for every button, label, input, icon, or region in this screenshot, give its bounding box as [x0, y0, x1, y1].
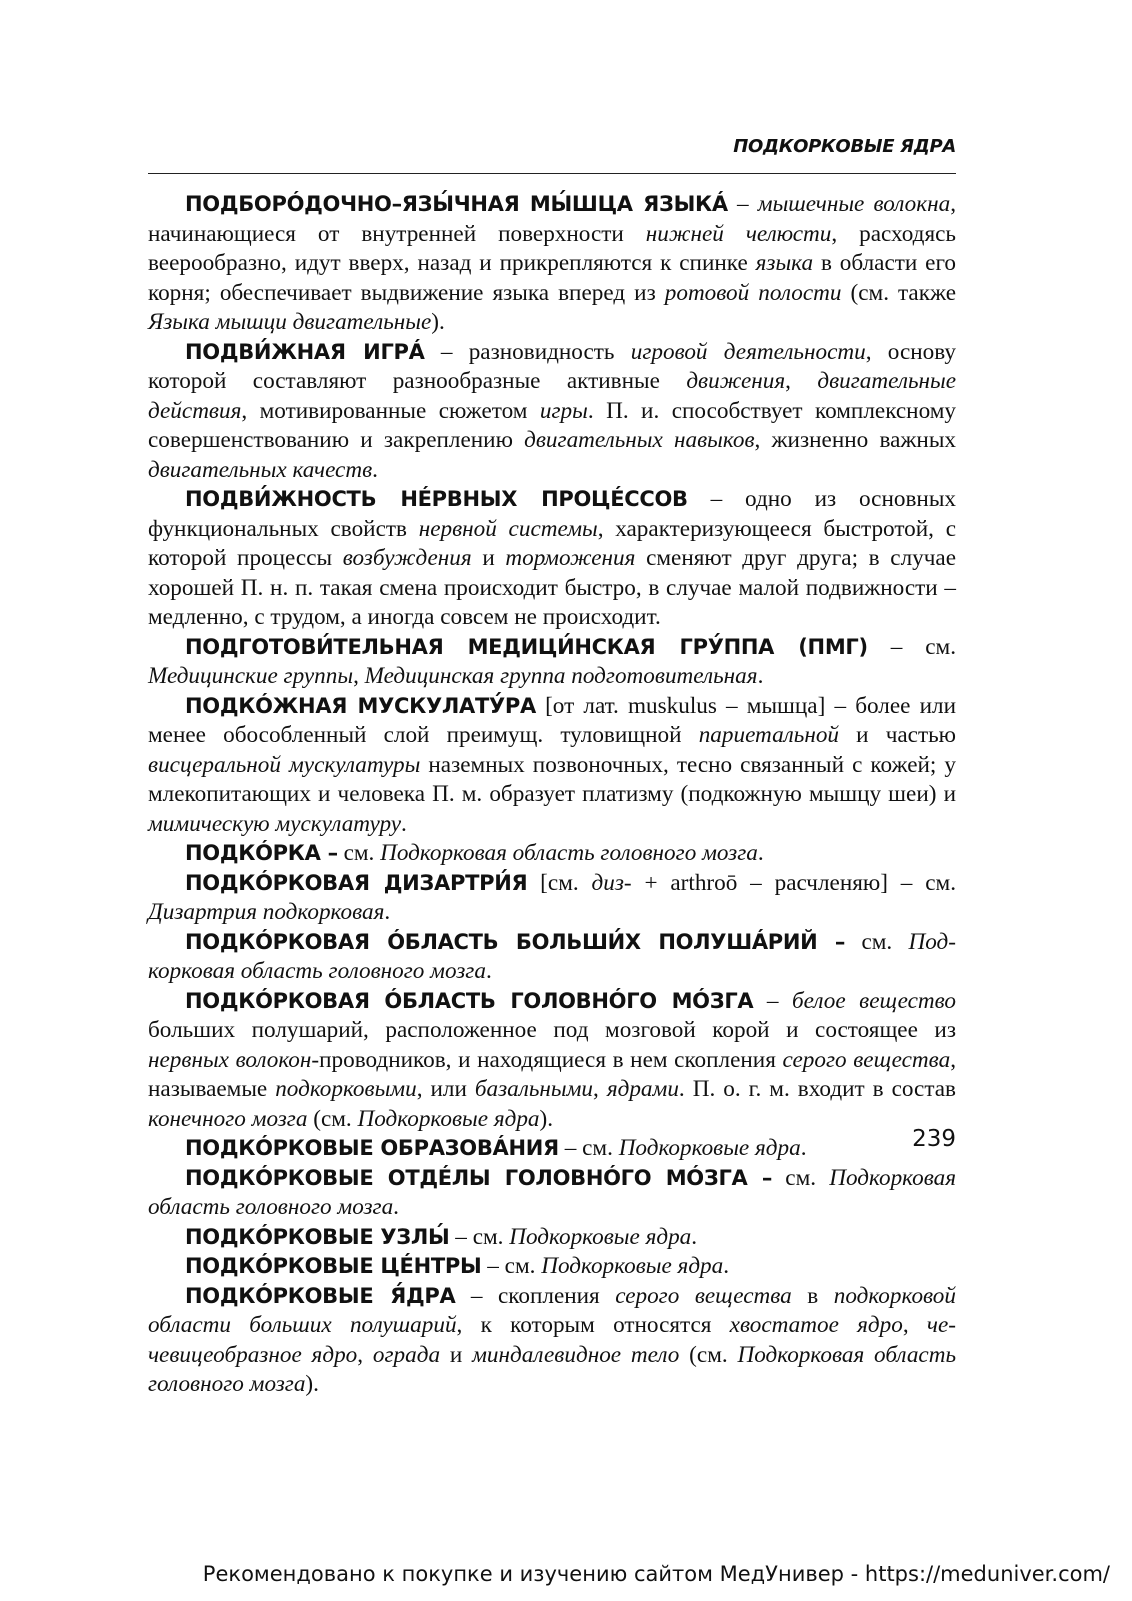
entry-italic-text: Подкорковая область головного мозга: [148, 1341, 957, 1397]
entry-text: ,: [902, 1312, 927, 1338]
entry-italic-text: Подкорковые ядра: [509, 1223, 692, 1250]
header-rule: [148, 173, 956, 174]
entry-term: ПОДКÓРКОВАЯ ÓБЛАСТЬ БОЛЬШИ́Х ПОЛУШÁРИЙ –: [185, 929, 846, 954]
dictionary-entry: [148, 485, 956, 633]
entry-text: и: [471, 545, 506, 571]
entry-italic-text: Медицинские группы: [148, 663, 354, 689]
entry-term: ПОДКÓЖНАЯ МУСКУЛАТУ́РА: [185, 693, 536, 718]
entry-text: .: [485, 958, 492, 984]
entry-italic-text: мимическую мускулатуру: [148, 810, 402, 837]
entry-text: .: [757, 663, 764, 689]
entry-italic-text: миндалевидное тело: [472, 1341, 680, 1368]
entry-italic-text: ограда: [372, 1341, 441, 1368]
entry-term: ПОДБОРÓДОЧНО–ЯЗЫ́ЧНАЯ МЫ́ШЦА ЯЗЫКÁ: [185, 192, 728, 216]
entry-term: ПОДВИ́ЖНОСТЬ НÉРВНЫХ ПРОЦÉССОВ: [185, 487, 688, 511]
entry-text: , расходясь веерообразно, идут вверх, назад и прикрепляются к спинке: [148, 220, 956, 276]
entry-text: .: [401, 810, 407, 837]
entry-italic-text: нижней челюсти: [645, 220, 832, 247]
entry-italic-text: базальными: [474, 1076, 594, 1102]
entry-italic-text: серого вещества: [615, 1282, 792, 1309]
entry-text: ).: [305, 1371, 319, 1397]
entry-text: . П. о. г. м. входит в состав: [678, 1076, 957, 1102]
entry-text: и: [440, 1341, 473, 1368]
entry-term: ПОДКÓРКОВАЯ ÓБЛАСТЬ ГОЛОВНÓГО МÓЗГА: [185, 988, 754, 1013]
entry-term: ПОДКÓРКОВЫЕ ОТДÉЛЫ ГОЛОВНÓГО МÓЗГА –: [185, 1165, 773, 1190]
dictionary-entry: [148, 1164, 956, 1223]
entry-italic-text: двигательных качеств: [148, 456, 373, 483]
entry-text: , характеризующееся быстротой, с которой процессы: [148, 515, 956, 571]
entry-italic-text: Языка мышци двигательные: [148, 309, 432, 335]
dictionary-entry: [148, 839, 956, 869]
dictionary-entry: [148, 338, 956, 486]
entry-text: ,: [785, 368, 818, 394]
entry-italic-text: игровой деятельности: [630, 338, 866, 365]
entry-text: – скопления: [455, 1282, 616, 1309]
entry-italic-text: Подкорковые ядра: [357, 1105, 540, 1132]
entry-italic-text: двигательные действия: [148, 368, 957, 424]
entry-text: .: [384, 899, 391, 925]
entry-text: – см.: [558, 1135, 619, 1161]
entry-text: .: [393, 1194, 399, 1220]
entry-text: (см.: [307, 1105, 358, 1132]
entry-text: ,: [353, 663, 365, 689]
entry-text: – разновидность: [424, 338, 631, 365]
entry-text: ).: [431, 309, 445, 335]
entry-italic-text: диз-: [591, 869, 632, 896]
entry-text: ,: [593, 1076, 607, 1102]
entry-text: в: [791, 1282, 834, 1309]
entry-text: [от лат. muskulus – мышца] – более или менее обособленный слой преимущ. туловищной: [148, 692, 956, 748]
entry-italic-text: висцеральной мускулатуры: [148, 751, 421, 778]
entry-italic-text: париетальной: [698, 722, 840, 748]
footer-recommendation: Рекомендовано к покупке и изучению сайтом МедУнивер - https://meduniver.com/: [202, 1562, 1110, 1586]
entry-text: – см.: [481, 1253, 542, 1279]
entry-text: -проводников, и находящиеся в нем скопления: [311, 1046, 783, 1073]
entry-italic-text: чечевицеобразное ядро: [148, 1312, 957, 1368]
dictionary-entry: [148, 1282, 956, 1400]
entry-italic-text: Подкорковая область головного мозга: [380, 840, 758, 866]
entry-italic-text: хвостатое ядро: [729, 1312, 903, 1338]
entry-term: ПОДКÓРКОВЫЕ ОБРАЗОВÁНИЯ: [185, 1136, 559, 1160]
page-number: 239: [912, 1126, 956, 1152]
entry-text: ).: [539, 1105, 554, 1132]
entry-italic-text: Подкорковые ядра: [541, 1253, 724, 1279]
entry-text: см.: [337, 840, 381, 866]
dictionary-entries: [148, 190, 956, 1400]
entry-text: , называемые: [148, 1046, 956, 1102]
entry-italic-text: нервных волокон: [148, 1046, 312, 1073]
entry-text: , мотивированные сюжетом: [241, 397, 540, 424]
entry-italic-text: двигательных навыков: [524, 427, 755, 453]
entry-text: (см. также: [841, 279, 957, 306]
entry-text: .: [723, 1253, 730, 1279]
entry-italic-text: Медицинская группа подготовительная: [364, 663, 758, 689]
dictionary-entry: [148, 692, 956, 840]
entry-italic-text: языка: [755, 250, 814, 276]
entry-text: [см.: [527, 869, 592, 896]
entry-term: ПОДКÓРКОВЫЕ УЗЛЫ́: [185, 1224, 450, 1249]
entry-italic-text: торможения: [505, 545, 636, 571]
dictionary-entry: [148, 633, 956, 692]
entry-italic-text: ядрами: [606, 1076, 679, 1102]
entry-term: ПОДКÓРКОВАЯ ДИЗАРТРИ́Я: [185, 870, 528, 895]
entry-italic-text: ротовой полости: [664, 279, 842, 306]
entry-italic-text: движения: [686, 368, 786, 394]
entry-text: , начинающиеся от внутренней поверхности: [148, 191, 956, 247]
entry-italic-text: Дизартрия подкорковая: [148, 899, 385, 925]
entry-italic-text: конечного мозга: [148, 1105, 308, 1132]
entry-italic-text: подкорковыми: [275, 1076, 417, 1102]
dictionary-entry: [148, 928, 956, 987]
running-header: ПОДКОРКОВЫЕ ЯДРА: [733, 136, 956, 157]
entry-text: , жизненно важных: [754, 427, 957, 453]
entry-text: .: [800, 1135, 807, 1161]
entry-text: см.: [845, 928, 909, 955]
entry-text: –: [727, 191, 758, 217]
entry-text: в области его корня; обеспечивает выдвижение языка вперед из: [148, 250, 956, 306]
entry-text: (см.: [679, 1341, 738, 1368]
entry-text: больших полушарий, расположенное под мозговой корой и состоящее из: [148, 1017, 956, 1043]
dictionary-entry: [148, 987, 956, 1135]
entry-text: , к которым относятся: [456, 1312, 730, 1338]
entry-text: + arthroō – расчленяю] – см.: [631, 869, 956, 896]
entry-text: .: [757, 840, 764, 866]
entry-italic-text: нервной системы: [418, 515, 598, 542]
entry-text: . П. и. способствует комплексному совершенствованию и закреплению: [148, 397, 956, 453]
entry-text: , или: [416, 1076, 475, 1102]
entry-text: .: [372, 456, 378, 483]
entry-text: и частью: [839, 722, 956, 748]
entry-italic-text: мышечные волокна: [757, 191, 951, 217]
entry-text: – см.: [867, 633, 956, 660]
entry-text: – одно из основных функциональных свойств: [148, 486, 956, 542]
entry-italic-text: Подкорковая область головного мозга: [148, 1164, 956, 1220]
entry-text: – см.: [449, 1223, 510, 1250]
entry-term: ПОДГОТОВИ́ТЕЛЬНАЯ МЕДИЦИ́НСКАЯ ГРУ́ППА (ПМГ): [185, 634, 868, 659]
entry-term: ПОДКÓРКОВЫЕ Я́ДРА: [185, 1283, 456, 1308]
entry-italic-text: Подкорковая область головного мозга: [148, 928, 956, 984]
entry-term: ПОДКÓРКОВЫЕ ЦÉНТРЫ: [185, 1254, 482, 1278]
entry-text: наземных позвоночных, тесно связанный с кожей; у млекопитающих и человека П. м. образует платизму (подкожную мышцу шеи) и: [148, 751, 956, 807]
entry-italic-text: белое вещество: [792, 987, 956, 1014]
entry-text: см.: [772, 1164, 830, 1191]
entry-text: –: [753, 987, 792, 1014]
entry-italic-text: возбуждения: [342, 545, 472, 571]
dictionary-entry: [148, 1252, 956, 1282]
dictionary-entry: [148, 1223, 956, 1253]
dictionary-entry: [148, 190, 956, 338]
entry-italic-text: подкорковой области больших полушарий: [148, 1282, 956, 1338]
entry-text: , основу которой составляют разнообразные активные: [148, 338, 956, 394]
entry-italic-text: игры: [539, 397, 588, 424]
entry-term: ПОДКÓРКА –: [185, 841, 338, 865]
dictionary-entry: [148, 869, 956, 928]
entry-italic-text: Подкорковые ядра: [618, 1135, 801, 1161]
entry-text: .: [691, 1223, 698, 1250]
entry-italic-text: серого вещества: [782, 1046, 951, 1073]
entry-term: ПОДВИ́ЖНАЯ ИГРÁ: [185, 339, 425, 364]
entry-text: ,: [357, 1341, 373, 1368]
entry-text: сменяют друг друга; в случае хорошей П. н. п. такая смена происходит быстро, в случае малой подвижности – медленно, с трудом, а иногда совсем не происходит.: [148, 545, 956, 630]
